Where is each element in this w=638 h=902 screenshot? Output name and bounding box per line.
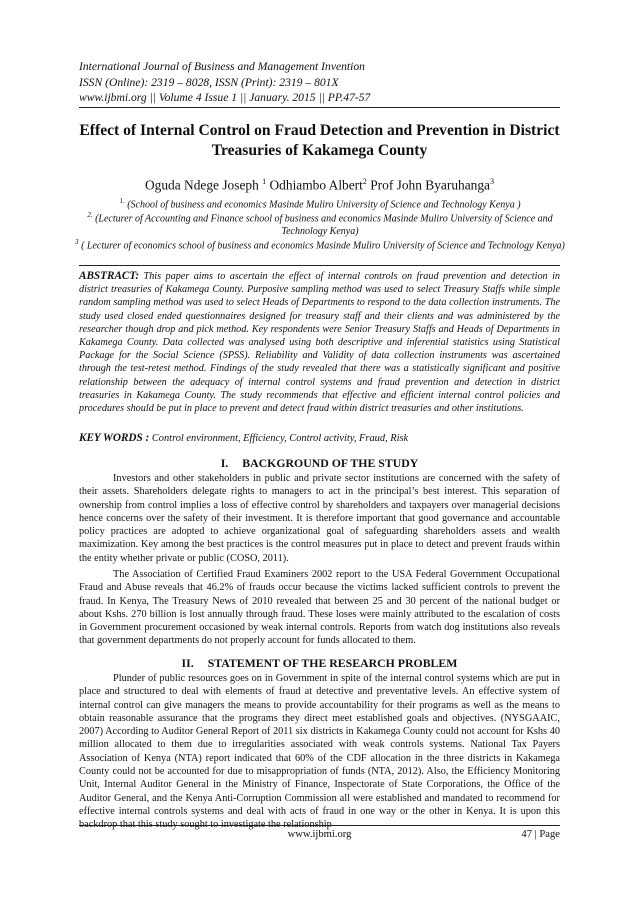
header-divider xyxy=(79,107,560,108)
footer-divider xyxy=(79,825,560,826)
author-1: Oguda Ndege Joseph xyxy=(145,177,259,193)
section-1-number: I. xyxy=(220,456,229,470)
author-2: Odhiambo Albert xyxy=(269,177,363,193)
section-2-title: STATEMENT OF THE RESEARCH PROBLEM xyxy=(207,656,458,670)
affiliation-1-text: (School of business and economics Masinde Muliro University of Science and Technology Kenya ) xyxy=(127,199,521,211)
paper-title: Effect of Internal Control on Fraud Detection and Prevention in District Treasuries of Kakamega County xyxy=(79,122,560,159)
keywords-text: Control environment, Efficiency, Control activity, Fraud, Risk xyxy=(151,433,409,444)
journal-volume-line: www.ijbmi.org || Volume 4 Issue 1 || January. 2015 || PP.47-57 xyxy=(79,91,371,104)
author-3-sup: 3 xyxy=(490,177,494,186)
section-1-paragraph-1: Investors and other stakeholders in public and private sector institutions are concerned with the safety of their assets. Shareholders delegate rights to managers to act in the principal’s best interest. This separation of ownership from control implies a loss of effective control by shareholders and taxpayers over managerial decisions hence concerns over the safety of their investment. It is therefore important that good governance and accountable policy practices are adopted to achieve organizational goal of safeguarding shareholders assets and wealth maximization. Key among the best practices is the control measures put in place to detect and prevent frauds within the entity whether private or public (COSO, 2011). xyxy=(79,473,560,564)
abstract xyxy=(79,270,560,415)
affiliation-3-text: ( Lecturer of economics school of business and economics Masinde Muliro University of Science and Technology Kenya) xyxy=(81,240,565,252)
affiliation-1-sup: 1. xyxy=(119,197,125,205)
author-1-sup: 1 xyxy=(262,177,267,186)
journal-name: International Journal of Business and Management Invention xyxy=(79,60,365,73)
section-2-paragraph-1: Plunder of public resources goes on in Government in spite of the internal control systems which are put in place and structured to deal with elements of fraud at detective and preventative levels. An effective system of internal control can give managers the means to provide accountability for their programs as well as the means to obtain reasonable assurance that the programs they direct meet established goals and objectives. (NYSGAAIC, 2007) According to Auditor General Report of 2011 six districts in Kakamega County could not account for Kshs 40 million allocated to them due to irregularities associated with weak controls systems. National Tax Payers Association of Kenya (NTA) report indicated that 60% of the CDF allocation in the three districts in Kakamega County could not be accounted for due to misappropriation of funds (NTA, 2012). Also, the Efficiency Monitoring Unit, Internal Auditor General in the Ministry of Finance, Inspectorate of State Corporations, the Office of the Auditor General, and the Kenya Anti-Corruption Commission all were established and mandated to recommend for effective internal controls systems and deal with acts of fraud in one way or the other in Kenya. It is upon this backdrop that this study sought to investigate the relationship xyxy=(79,673,560,831)
footer-url: www.ijbmi.org xyxy=(287,829,352,840)
affiliation-2-sup: 2. xyxy=(87,211,93,219)
section-1-title: BACKGROUND OF THE STUDY xyxy=(242,456,419,470)
section-2-heading xyxy=(79,656,560,671)
affiliation-2 xyxy=(70,209,570,238)
journal-header xyxy=(79,59,579,106)
abstract-text: This paper aims to ascertain the effect of internal controls on fraud prevention and detection in district treasuries of Kakamega County. Purposive sampling method was used to select Treasury Staffs while simple random sampling method was used to select Heads of Departments to respond to the data collection instruments. The study used closed ended questionnaires designed for treasury staff and their clients and was administered by the researcher though drop and pick method. Key respondents were Senior Treasury Staffs and Heads of Departments in Kakamega County. Data collected was analysed using both descriptive and inferential statistics using Statistical Package for the Social Science (SPSS). Reliability and Validity of data collection instruments was ascertained through the test-retest method. Findings of the study revealed that there was a statistically significant and positive relationship between the adequacy of internal control systems and fraud prevention and detection in district treasuries in Kakamega County. The study recommends that effective and efficient internal control policies and procedures should be put in place to prevent and detect fraud within district treasuries and other institutions. xyxy=(79,271,561,415)
section-1-paragraph-2: The Association of Certified Fraud Examiners 2002 report to the USA Federal Government Occupational Fraud and Abuse reveals that 46.2% of frauds occur because the victims lacked sufficient controls to prevent the fraud. In Kenya, The Treasury News of 2010 revealed that between 25 and 30 percent of the national budget or about Kshs. 270 billion is lost annually through fraud. These loses were mainly attributed to the escalation of costs in Government procurement occasioned by weak internal controls. Reports from watch dog institutions also reveals that government departments do not properly account for funds allocated to them. xyxy=(79,569,560,647)
footer-page-number: 47 | Page xyxy=(521,829,560,840)
affiliation-3-sup: 3 xyxy=(75,238,79,246)
section-2-number: II. xyxy=(181,656,194,670)
affiliation-2-text: (Lecturer of Accounting and Finance school of business and economics Masinde Muliro University of Science and Technology Kenya) xyxy=(95,213,553,238)
author-2-sup: 2 xyxy=(362,177,367,186)
author-3: Prof John Byaruhanga xyxy=(370,177,490,193)
journal-issn: ISSN (Online): 2319 – 8028, ISSN (Print): 2319 – 801X xyxy=(79,75,339,89)
abstract-divider xyxy=(79,265,560,266)
abstract-label: ABSTRACT: xyxy=(79,270,140,282)
author-line xyxy=(79,177,560,193)
section-1-heading xyxy=(79,456,560,471)
affiliation-3 xyxy=(70,236,570,252)
keywords xyxy=(79,432,560,444)
keywords-label: KEY WORDS : xyxy=(79,432,150,444)
